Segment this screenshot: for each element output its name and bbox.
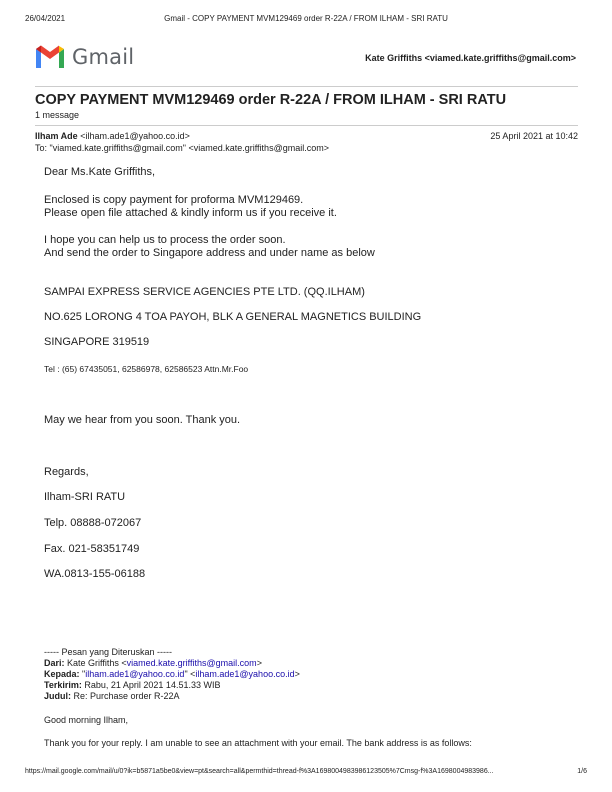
header-divider [35,86,578,87]
signature-phone: Telp. 08888-072067 [44,517,142,529]
to-label-fwd: Kepada: [44,669,80,679]
body-line: I hope you can help us to process the order soon. [44,234,286,246]
company-city: SINGAPORE 319519 [44,336,150,348]
regards: Regards, [44,466,89,478]
message-count: 1 message [35,110,80,120]
to-email-link[interactable]: ilham.ade1@yahoo.co.id [195,669,295,679]
subject-value: Re: Purchase order R-22A [73,691,180,701]
print-date: 26/04/2021 [25,14,66,23]
body-line: Enclosed is copy payment for proforma MVM129469. [44,194,304,206]
body-greeting: Dear Ms.Kate Griffiths, [44,166,156,178]
recipient-line [35,143,329,153]
message-date: 25 April 2021 at 10:42 [490,131,578,141]
forwarded-greeting: Good morning Ilham, [44,715,129,725]
signature-fax: Fax. 021-58351749 [44,543,140,555]
footer-url: https://mail.google.com/mail/u/0?ik=b5871a5be0&view=pt&search=all&permthid=thread-f%3A1698004983986123505%7Cmsg-f%3A1698004983986... [25,768,494,775]
forwarded-body-line: Thank you for your reply. I am unable to see an attachment with your email. The bank address is as follows: [44,738,472,748]
forwarded-from [44,658,262,668]
sent-value: Rabu, 21 April 2021 14.51.33 WIB [84,680,221,690]
body-line: May we hear from you soon. Thank you. [44,414,241,426]
print-header [25,14,587,26]
sent-label: Terkirim: [44,680,82,690]
forwarded-subject [44,691,180,701]
to-label: To: [35,143,48,153]
forwarded-sent [44,680,220,690]
sender-name: Ilham Ade [35,131,78,141]
to-email-link[interactable]: ilham.ade1@yahoo.co.id [85,669,185,679]
account-label: Kate Griffiths <viamed.kate.griffiths@gmail.com> [365,53,576,63]
to-open: " [82,669,86,679]
company-tel: Tel : (65) 67435051, 62586978, 62586523 Attn.Mr.Foo [44,364,249,374]
gmail-logo[interactable] [34,44,134,70]
forwarded-to [44,669,300,679]
from-name: Kate Griffiths < [67,658,127,668]
from-email-link[interactable]: viamed.kate.griffiths@gmail.com [126,658,257,668]
from-label: Dari: [44,658,65,668]
company-address: NO.625 LORONG 4 TOA PAYOH, BLK A GENERAL MAGNETICS BUILDING [44,311,422,323]
to-mid: " < [184,669,196,679]
print-title: Gmail - COPY PAYMENT MVM129469 order R-22A / FROM ILHAM - SRI RATU [164,14,448,23]
from-close: > [256,658,262,668]
signature-whatsapp: WA.0813-155-06188 [44,568,146,580]
gmail-wordmark: Gmail [72,45,135,69]
signature-name: Ilham-SRI RATU [44,491,126,503]
page-number: 1/6 [577,768,587,775]
body-line: Please open file attached & kindly inform us if you receive it. [44,207,337,219]
forwarded-separator: ----- Pesan yang Diteruskan ----- [44,647,173,657]
sender-email: <ilham.ade1@yahoo.co.id> [80,131,190,141]
to-value: "viamed.kate.griffiths@gmail.com" <viamed.kate.griffiths@gmail.com> [49,143,329,153]
message-divider [35,125,578,126]
sender-line [35,131,190,141]
company-name: SAMPAI EXPRESS SERVICE AGENCIES PTE LTD. (QQ.ILHAM) [44,286,365,298]
body-line: And send the order to Singapore address and under name as below [44,247,375,259]
to-close: > [294,669,300,679]
subject-label: Judul: [44,691,71,701]
gmail-m-icon [34,44,66,68]
thread-subject: COPY PAYMENT MVM129469 order R-22A / FROM ILHAM - SRI RATU [35,92,507,108]
